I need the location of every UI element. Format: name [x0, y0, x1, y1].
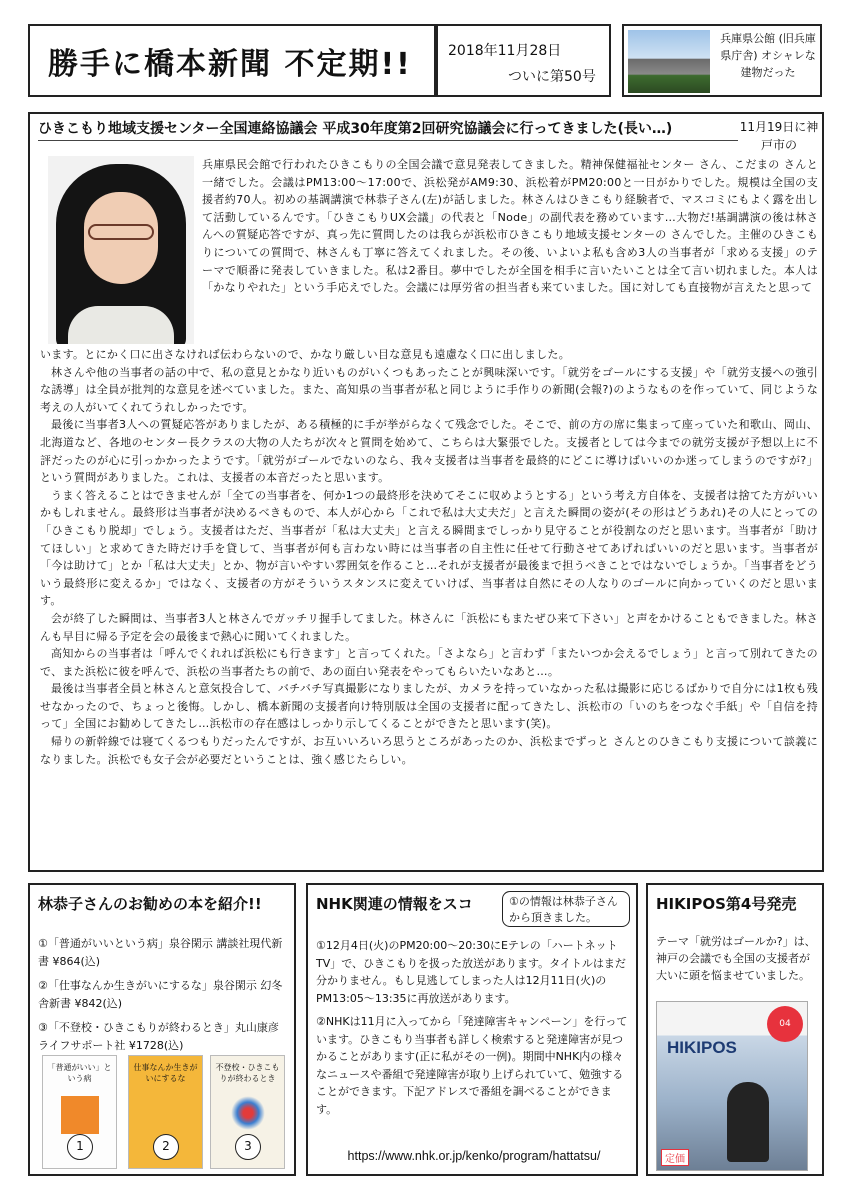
- article-intro: 兵庫県民会館で行われたひきこもりの全国会議で意見発表してきました。精神保健福祉センター さん、こだまの さんと一緒でした。会議はPM13:00～17:00で、浜松発がAM9:30、浜松着がPM20:00と一日がかりでした。規模は全国の支援者約70人。初めの基調講演で林恭子さん(左)が話しました。林さんはひきこもり経験者で、マスコミにもよく露を出して活動しているんです。「ひきこもりUX会議」の代表と「Node」の副代表を務めています…大物だ!基調講演の後は林さんへの質疑応答ですが、真っ先に質問したのは我らが浜松市ひきこもり地域支援センターの さんでした。主催のひきこもりについての質問で、林さんも丁寧に答えてくれました。その後、いよいよ私も含め3人の当事者が「求める支援」のテーマで順番に発表していきました。私は2番目。夢中でしたが全国を相手に言いたいことは全て言い切れました。本人は「かなりやれた」という手応えでした。会議には厚労省の担当者も来ていました。国に対しても直接物が言えたと思って: [202, 158, 818, 295]
- book-item: ②「仕事なんか生きがいにするな」泉谷閑示 幻冬舎新書 ¥842(込): [38, 979, 283, 1010]
- building-photo: [628, 30, 710, 93]
- article-date-note: 11月19日に神戸市の: [739, 120, 819, 152]
- hikipos-text: テーマ「就労はゴールか?」は、神戸の会議でも全国の支援者が大いに頭を悩ませていました。: [656, 935, 816, 982]
- building-caption: 兵庫県公館 (旧兵庫県庁舎) オシャレな建物だった: [720, 32, 816, 79]
- issue-badge: 04: [767, 1006, 803, 1042]
- nhk-item: ①12月4日(火)のPM20:00～20:30にEテレの「ハートネットTV」で、ひきこもりを扱った放送があります。タイトルはまだ分かりません。もし見逃してしまった人は12月11日(火)のPM13:05～13:35に再放送があります。: [316, 939, 626, 1005]
- book-item: ③「不登校・ひきこもりが終わるとき」丸山康彦 ライフサポート社 ¥1728(込): [38, 1021, 279, 1052]
- body-paragraph: 会が終了した瞬間は、当事者3人と林さんでガッチリ握手してました。林さんに「浜松にもまたぜひ来て下さい」と声をかけることもできました。林さんも早目に帰る予定を会の最後まで熱心に聞いてくれました。: [40, 611, 818, 643]
- book-recommendation-box: [28, 883, 296, 1176]
- nhk-url[interactable]: https://www.nhk.or.jp/kenko/program/hattatsu/: [347, 1149, 601, 1163]
- book-cover-1: [42, 1055, 117, 1169]
- nhk-info-box: [306, 883, 638, 1176]
- body-paragraph: 高知からの当事者は「呼んでくれれば浜松にも行きます」と言ってくれた。「さよなら」と言わず「またいつか会えるでしょう」と言って別れてきたので、また浜松に彼を呼んで、浜松の当事者たちの前で、あの面白い発表をやってもらいたいなあと…。: [40, 647, 818, 678]
- book-cover-title: 「普通がいい」という病: [47, 1063, 112, 1083]
- article-heading: ひきこもり地域支援センター全国連絡協議会 平成30年度第2回研究協議会に行ってきました(長い…): [38, 118, 738, 141]
- hikipos-magazine-cover: [656, 1001, 808, 1171]
- newsletter-title: 勝手に橋本新聞 不定期!!: [28, 24, 436, 97]
- book-list: [38, 935, 290, 1061]
- building-photo-box: [622, 24, 822, 97]
- nhk-item: ②NHKは11月に入ってから「発達障害キャンペーン」を行っています。ひきこもり当事者も詳しく検索すると発達障害が見つかることがあります(正に私がその一例)。期間中NHK内の様々なニュースや番組で発達障害が取り上げられていて、勉強することができます。下記アドレスで番組を調べることができます。: [316, 1015, 628, 1116]
- book-cover-title: 仕事なんか生きがいにするな: [133, 1063, 198, 1083]
- body-paragraph: 林さんや他の当事者の話の中で、私の意見とかなり近いものがいくつもあったことが興味深いです。「就労をゴールにする支援」や「就労支援への強引な誘導」は全員が批判的な意見を述べていました。また、高知県の当事者が私と同じように手作りの新聞(会報?)のようなものを作っていて、同じような考えの人がいてくれてうれしかったです。: [40, 365, 818, 414]
- magazine-logo: HIKIPOS: [667, 1038, 737, 1057]
- article-body: [40, 346, 818, 768]
- body-paragraph: うまく答えることはできませんが「全ての当事者を、何か1つの最終形を決めてそこに収めようとする」という考え方自体を、支援者は捨てた方がいいかもしれません。最終形は当事者が決めるべきもので、本人が心から「これで私は大丈夫だ」と言えた瞬間の姿が(その形はどうあれ)その人にとっての「ひきこもり脱却」でしょう。支援者はただ、当事者が「私は大丈夫」と言える瞬間までしっかり見守ることが役割なのだと思います。当事者が「助けてほしい」と求めてきた時だけ手を貸して、当事者が何も言わない時には当事者の自主性に任せて行動させてあげればいいのだと思います。当事者が「今は助けて」とか「私は大丈夫」とか、物が言いやすい雰囲気を作ること…それが支援者が最後まで担うべきことではないでしょうか。「当事者をどういう最終形に変えるか」ではなく、支援者の方がそういうスタンスに変えていけば、当事者は自然にその人なりのゴールに向かっていくのだと思います。: [40, 488, 818, 608]
- nhk-items: [316, 937, 632, 1124]
- body-paragraph: います。とにかく口に出さなければ伝わらないので、かなり厳しい目な意見も遠慮なく口に出しました。: [40, 348, 570, 361]
- issue-info: [436, 24, 611, 97]
- book-cover-number: 1: [67, 1134, 93, 1160]
- book-cover-title: 不登校・ひきこもりが終わるとき: [215, 1063, 280, 1083]
- body-paragraph: 最後に当事者3人への質疑応答がありましたが、ある積極的に手が挙がらなくて残念でした。そこで、前の方の席に集まって座っていた和歌山、岡山、北海道など、各地のセンター長クラスの大物の人たちが次々と質問を始めて、こちらは大緊張でした。支援者としては今までの就労支援が予想以上に不評だったのが心に引っかかったようです。「就労がゴールでないのなら、我々支援者は当事者を最終的にどこに導けばいいのか迷ってしまうのですが?」という質問がありました。これは、支援者の本音だったと思います。: [40, 418, 818, 485]
- book-cover-2: [128, 1055, 203, 1169]
- hikipos-title: HIKIPOS第4号発売: [656, 895, 797, 913]
- nhk-source-note: ①の情報は林恭子さんから頂きました。: [502, 891, 630, 927]
- speaker-portrait: [48, 156, 194, 344]
- book-cover-number: 3: [235, 1134, 261, 1160]
- body-paragraph: 帰りの新幹線では寝てくるつもりだったんですが、お互いいろいろ思うところがあったのか、浜松までずっと さんとのひきこもり支援について談義になりました。浜松でも女子会が必要だということは、強く感じたらしい。: [40, 735, 818, 766]
- books-title: 林恭子さんのお勧めの本を紹介!!: [38, 895, 262, 913]
- nhk-title: NHK関連の情報をスコ: [316, 895, 473, 913]
- cover-person: [727, 1082, 769, 1162]
- price-label: 定価: [661, 1149, 689, 1166]
- book-item: ①「普通がいいという病」泉谷閑示 講談社現代新書 ¥864(込): [38, 937, 283, 968]
- body-paragraph: 最後は当事者全員と林さんと意気投合して、バチバチ写真撮影になりましたが、カメラを持っていなかった私は撮影に応じるばかりで自分には1枚も残せなかったので、ちょっと後悔。しかし、橋本新聞の支援者向け特別版は全国の支援者に配ってきたし、浜松市の「いのちをつなぐ手紙」や「自信を持って」全国にお勧めしてきたし…浜松市の存在感はしっかり示してくることができたと思います(笑)。: [40, 682, 818, 731]
- book-cover-3: [210, 1055, 285, 1169]
- issue-date: 2018年11月28日: [448, 43, 562, 59]
- book-cover-number: 2: [153, 1134, 179, 1160]
- issue-number: ついに第50号: [508, 69, 596, 85]
- hikipos-box: [646, 883, 824, 1176]
- main-article: [28, 112, 824, 872]
